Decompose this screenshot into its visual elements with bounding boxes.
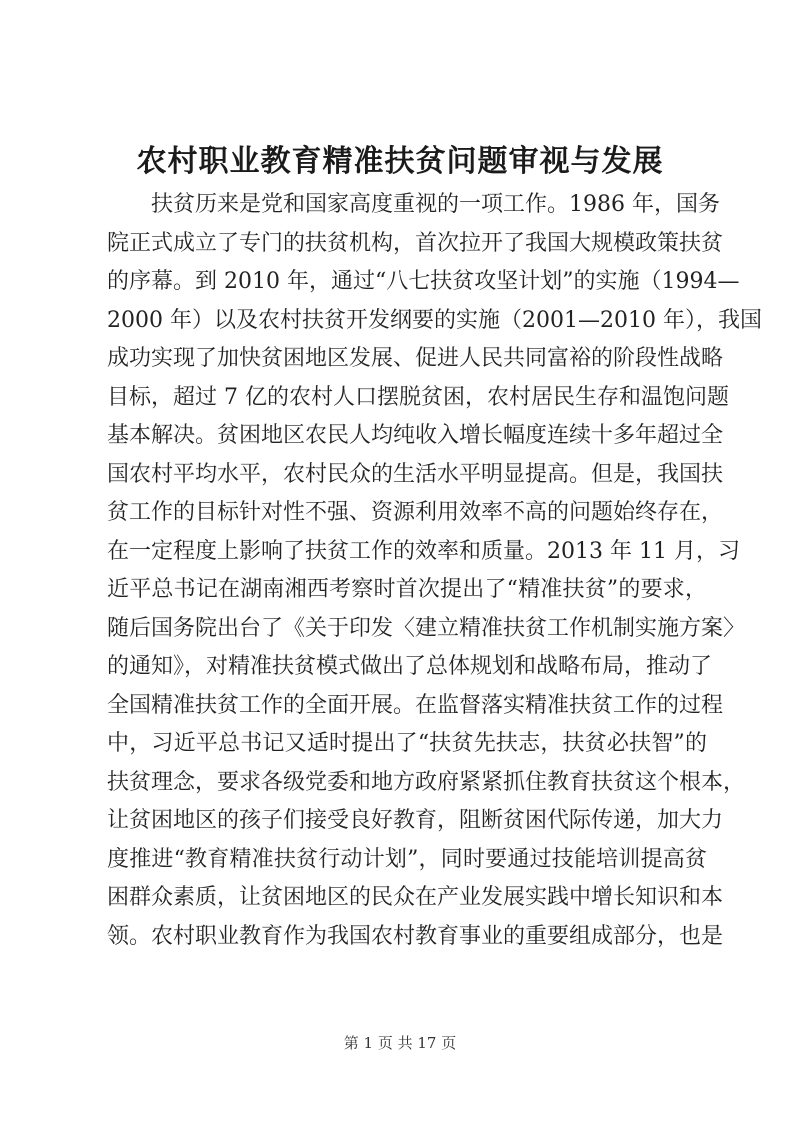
- body-line: 近平总书记在湖南湘西考察时首次提出了“精准扶贫”的要求，: [107, 577, 707, 602]
- body-line: 院正式成立了专门的扶贫机构，首次拉开了我国大规模政策扶贫: [107, 230, 724, 256]
- body-line: 中，习近平总书记又适时提出了“扶贫先扶志，扶贫必扶智”的: [107, 731, 707, 756]
- body-line: 扶贫理念，要求各级党委和地方政府紧紧抓住教育扶贫这个根本，: [107, 769, 746, 795]
- body-line: 让贫困地区的孩子们接受良好教育，阻断贫困代际传递，加大力: [107, 808, 724, 833]
- body-line: 扶贫历来是党和国家高度重视的一项工作。1986 年，国务: [151, 192, 720, 217]
- body-line: 的通知》，对精准扶贫模式做出了总体规划和战略布局，推动了: [107, 654, 713, 679]
- body-line: 随后国务院出台了《关于印发〈建立精准扶贫工作机制实施方案〉: [107, 615, 746, 641]
- body-line: 目标，超过 7 亿的农村人口摆脱贫困，农村居民生存和温饱问题: [107, 384, 729, 410]
- document-title: 农村职业教育精准扶贫问题审视与发展: [136, 144, 664, 179]
- body-line: 领。农村职业教育作为我国农村教育事业的重要组成部分，也是: [107, 923, 724, 949]
- document-body: [107, 186, 762, 956]
- body-line: 基本解决。贫困地区农民人均纯收入增长幅度连续十多年超过全: [107, 423, 724, 448]
- body-line: 成功实现了加快贫困地区发展、促进人民共同富裕的阶段性战略: [107, 346, 724, 371]
- body-line: 在一定程度上影响了扶贫工作的效率和质量。2013 年 11 月，习: [107, 538, 740, 564]
- body-line: 贫工作的目标针对性不强、资源利用效率不高的问题始终存在，: [107, 500, 724, 525]
- body-line: 困群众素质，让贫困地区的民众在产业发展实践中增长知识和本: [107, 885, 724, 910]
- page-number-footer: 第 1 页 共 17 页: [343, 1034, 457, 1052]
- body-line: 的序幕。到 2010 年，通过“八七扶贫攻坚计划”的实施（1994—: [107, 269, 740, 294]
- body-line: 2000 年）以及农村扶贫开发纲要的实施（2001—2010 年），我国: [107, 307, 762, 333]
- body-line: 度推进“教育精准扶贫行动计划”，同时要通过技能培训提高贫: [107, 846, 707, 872]
- body-line: 国农村平均水平，农村民众的生活水平明显提高。但是，我国扶: [107, 461, 724, 487]
- body-line: 全国精准扶贫工作的全面开展。在监督落实精准扶贫工作的过程: [107, 692, 724, 718]
